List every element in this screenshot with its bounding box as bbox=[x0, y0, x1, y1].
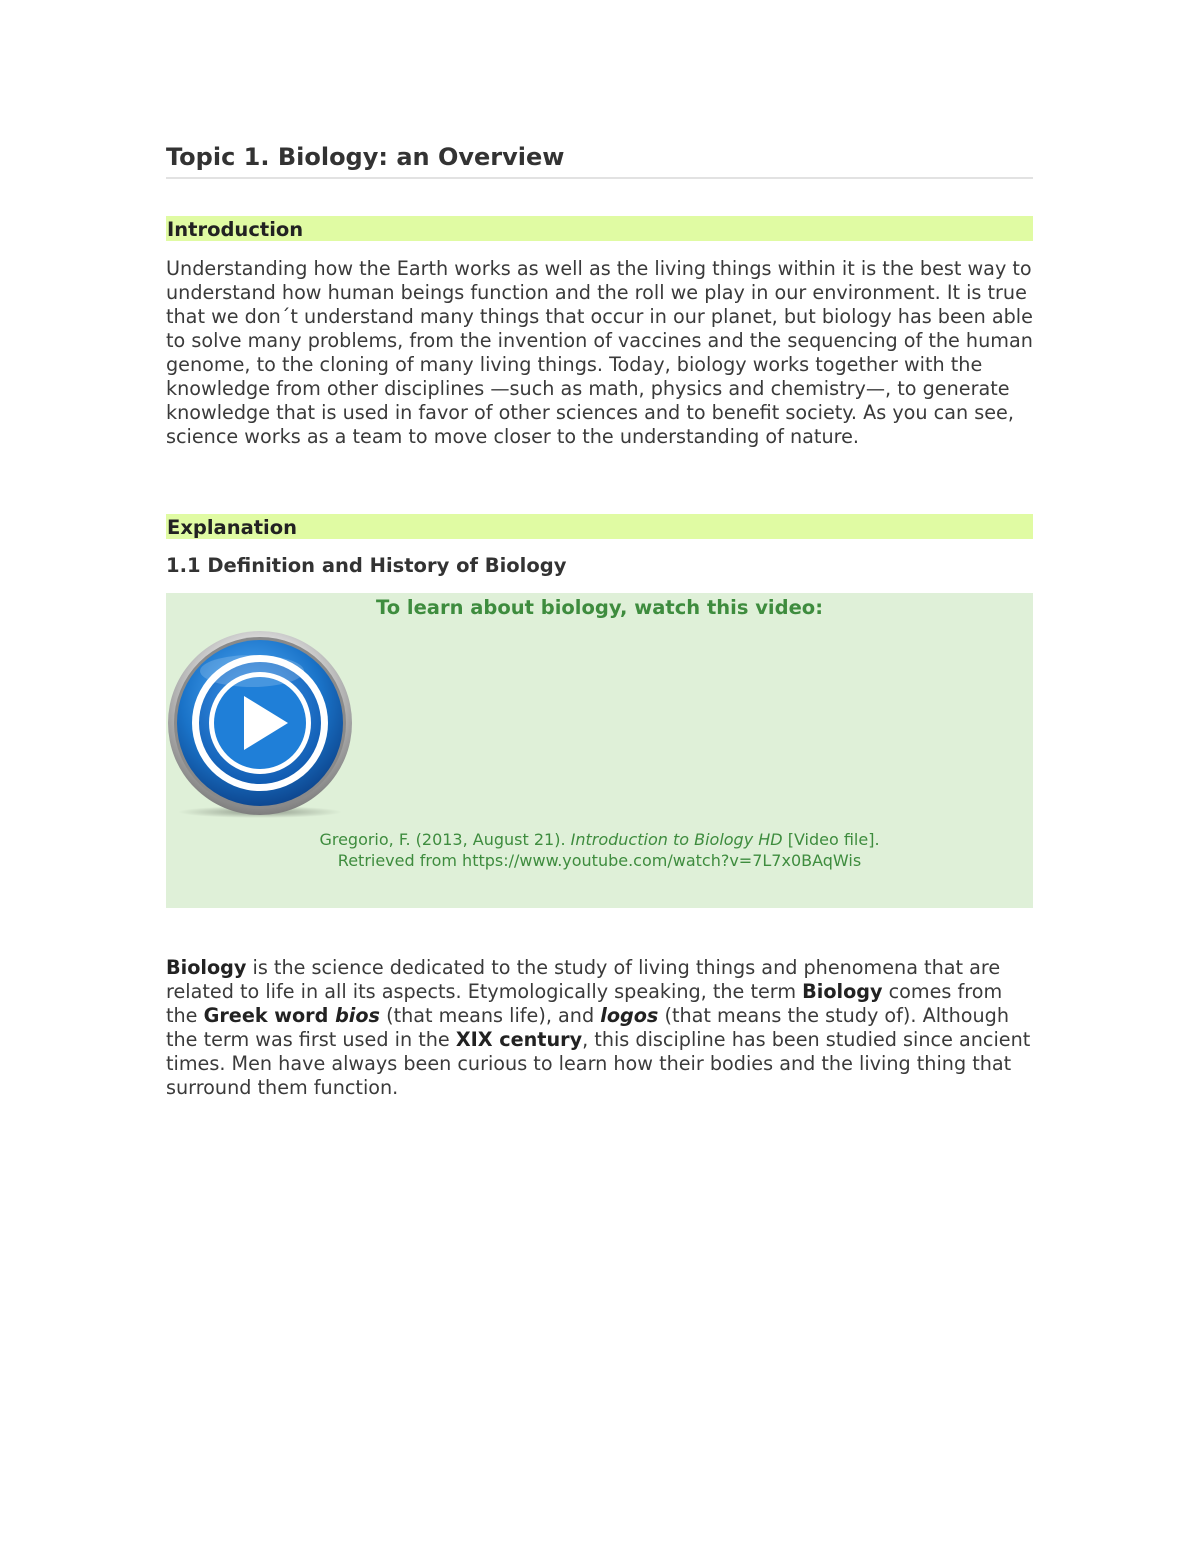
video-panel bbox=[166, 593, 1033, 908]
citation-format: [Video file]. bbox=[782, 830, 880, 849]
introduction-heading: Introduction bbox=[166, 216, 1033, 241]
term-biology: Biology bbox=[802, 980, 883, 1003]
term-biology: Biology bbox=[166, 956, 247, 979]
term-logos: logos bbox=[600, 1004, 659, 1027]
page-title: Topic 1. Biology: an Overview bbox=[166, 143, 565, 171]
section-subheading: 1.1 Definition and History of Biology bbox=[166, 554, 567, 577]
biology-definition-paragraph bbox=[166, 956, 1033, 1100]
term-bios: bios bbox=[335, 1004, 380, 1027]
citation-video-title: Introduction to Biology HD bbox=[570, 830, 783, 849]
citation-retrieved-link[interactable]: Retrieved from https://www.youtube.com/watch?v=7L7x0BAqWis bbox=[337, 851, 862, 870]
paragraph-text: (that means the study of). Although the term was first used in the bbox=[166, 1004, 1009, 1051]
video-heading: To learn about biology, watch this video: bbox=[375, 596, 823, 619]
title-divider bbox=[166, 177, 1033, 179]
citation-author-date: Gregorio, F. (2013, August 21). bbox=[319, 830, 571, 849]
term-greek-word: Greek word bbox=[203, 1004, 336, 1027]
play-button-icon[interactable] bbox=[166, 631, 354, 821]
term-xix-century: XIX century bbox=[455, 1028, 583, 1051]
paragraph-text: , this discipline has been studied since ancient times. Men have always been curious to learn how their bodies and the living thing that surround them function. bbox=[166, 1028, 1031, 1099]
paragraph-text: (that means life), and bbox=[379, 1004, 601, 1027]
explanation-heading: Explanation bbox=[166, 514, 1033, 539]
paragraph-text: comes from the bbox=[166, 980, 1003, 1027]
video-citation bbox=[166, 829, 1033, 871]
paragraph-text: is the science dedicated to the study of living things and phenomena that are related to life in all its aspects. Etymologically speaking, the term bbox=[166, 956, 1001, 1003]
introduction-paragraph: Understanding how the Earth works as well as the living things within it is the best way to understand how human beings function and the roll we play in our environment. It is true that we don´t understand many things that occur in our planet, but biology has been able to solve many problems, from the invention of vaccines and the sequencing of the human genome, to the cloning of many living things. Today, biology works together with the knowledge from other disciplines —such as math, physics and chemistry—, to generate knowledge that is used in favor of other sciences and to benefit society. As you can see, science works as a team to move closer to the understanding of nature. bbox=[166, 257, 1033, 448]
